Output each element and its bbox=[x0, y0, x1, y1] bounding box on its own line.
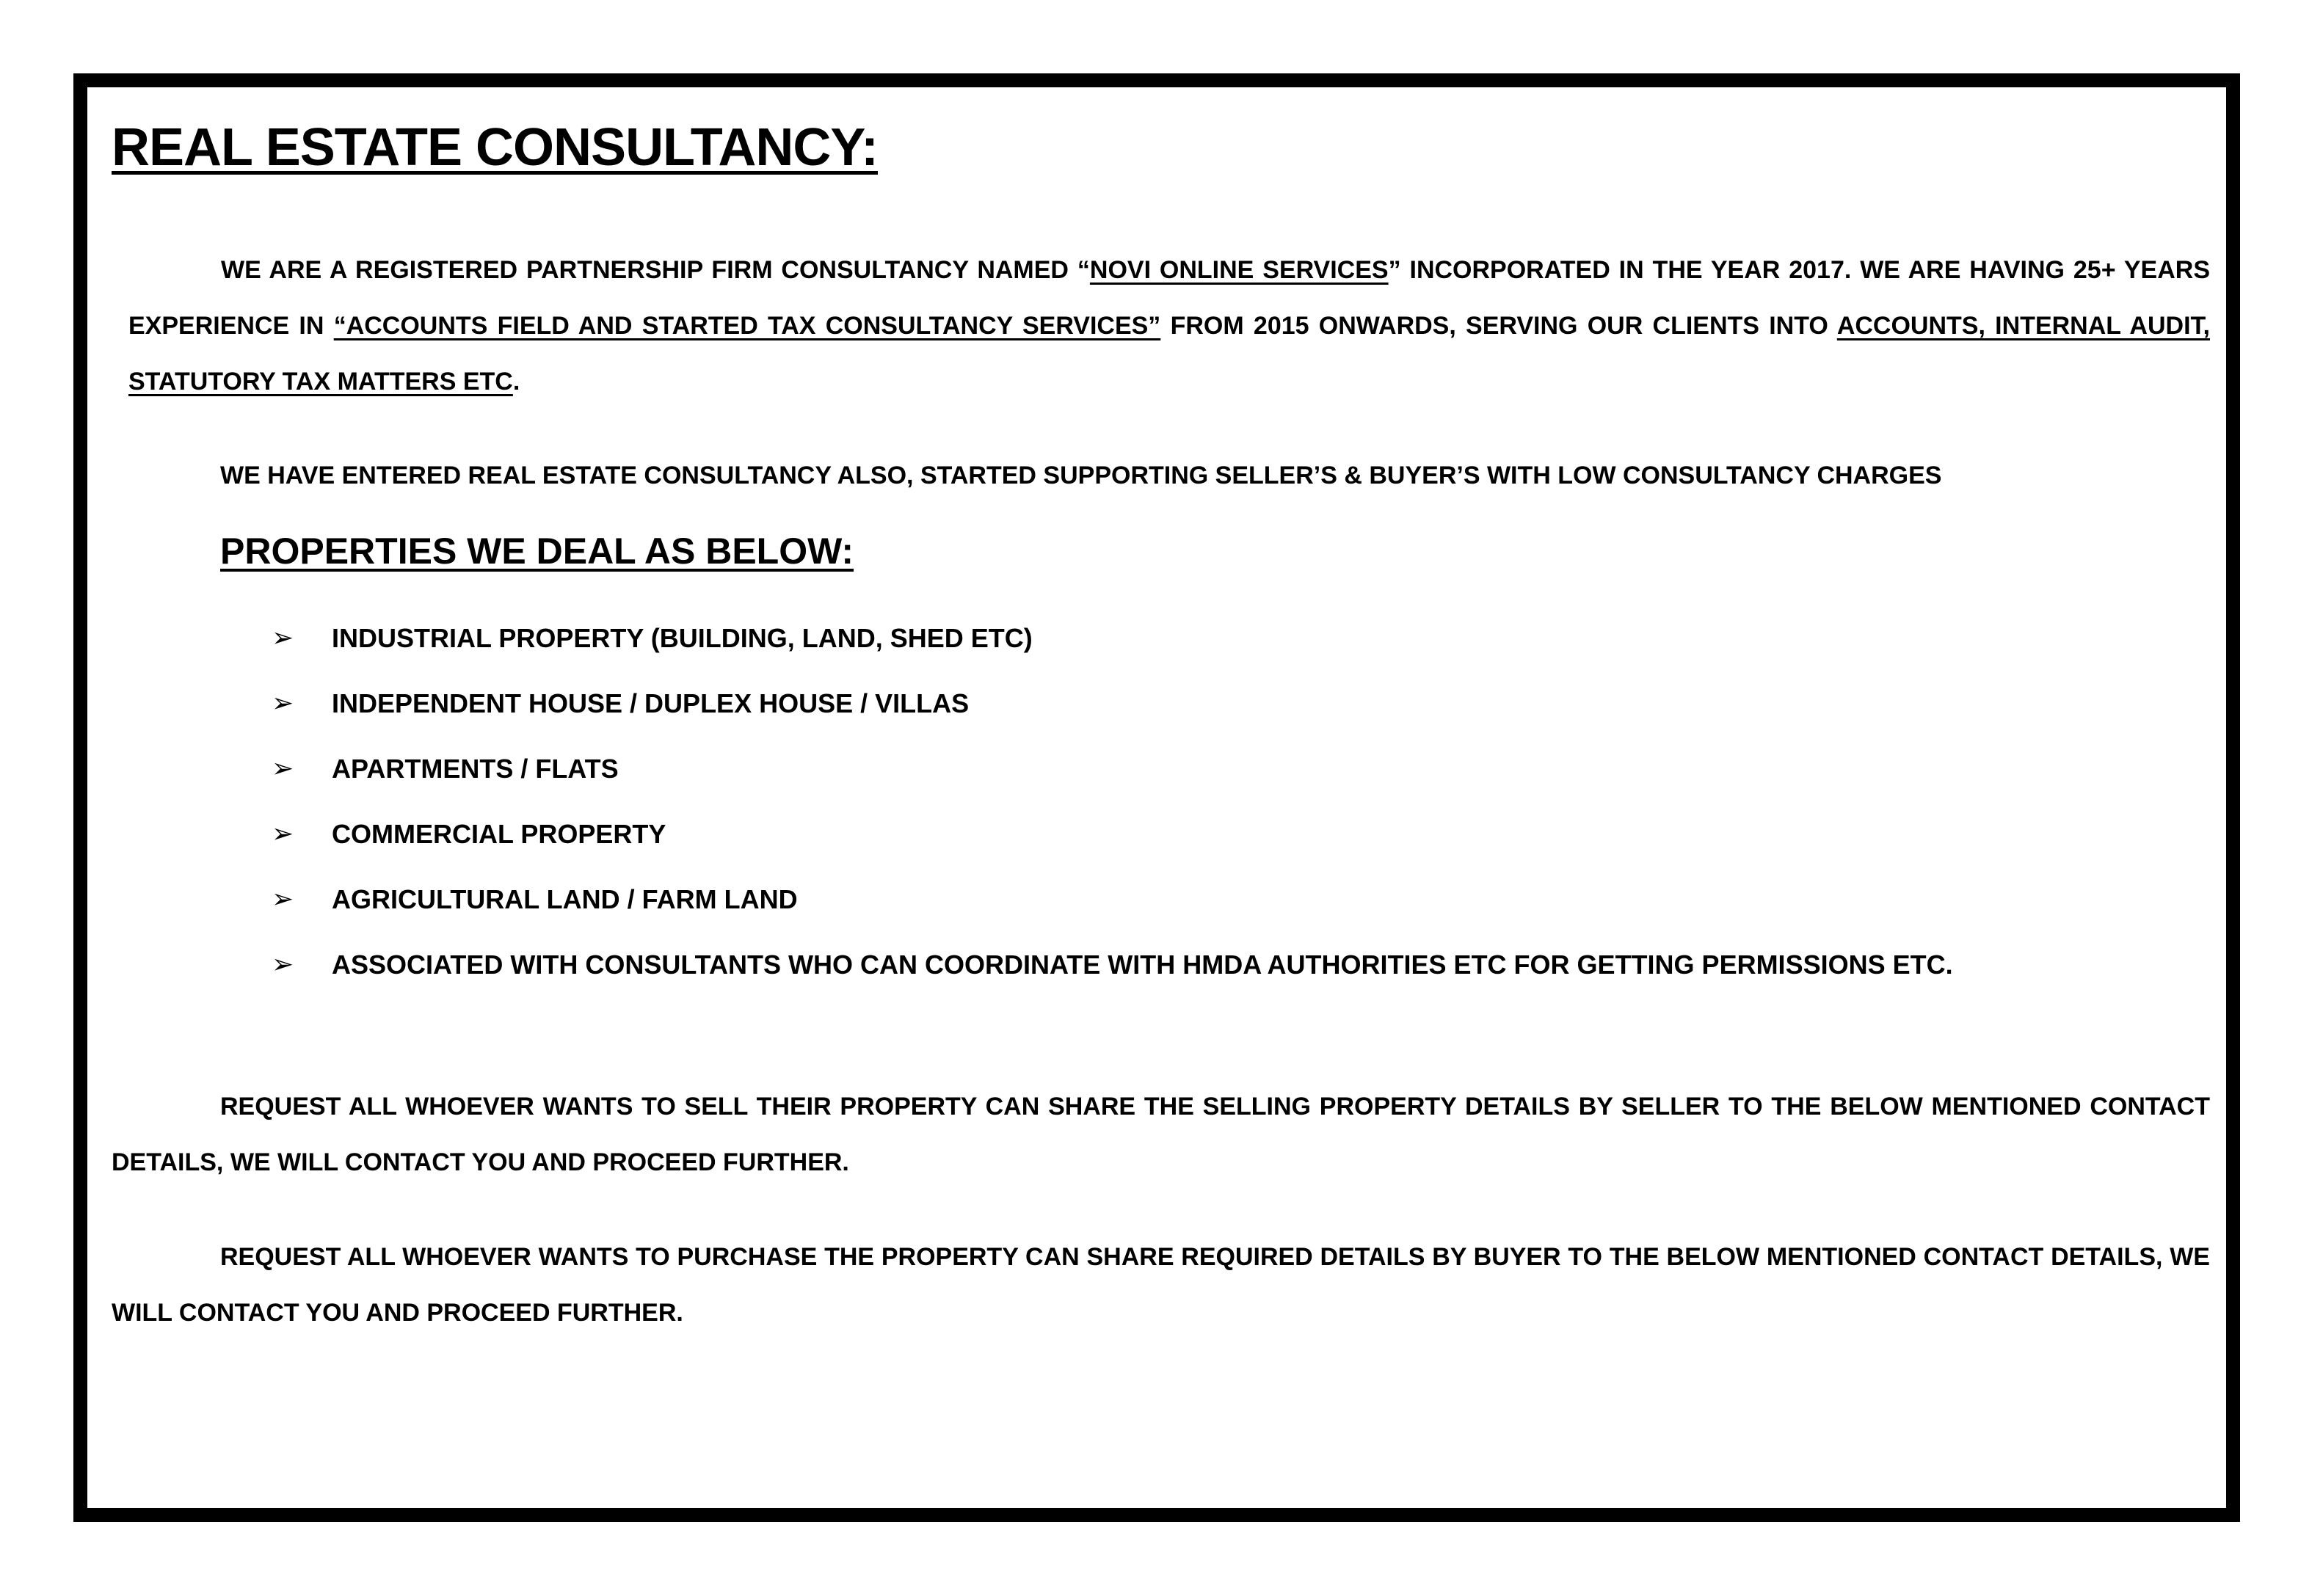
real-estate-entry-paragraph: WE HAVE ENTERED REAL ESTATE CONSULTANCY ALSO, STARTED SUPPORTING SELLER’S & BUYER’S WITH LOW CONSULTANCY CHARGES bbox=[220, 462, 1942, 489]
list-item-text: APARTMENTS / FLATS bbox=[332, 754, 619, 784]
seller-request-paragraph: REQUEST ALL WHOEVER WANTS TO SELL THEIR PROPERTY CAN SHARE THE SELLING PROPERTY DETAILS BY SELLER TO THE BELOW MENTIONED CONTACT DETAILS, WE WILL CONTACT YOU AND PROCEED FURTHER. bbox=[112, 1093, 2210, 1176]
firm-name: NOVI ONLINE SERVICES bbox=[1089, 256, 1389, 284]
list-item bbox=[272, 949, 1953, 1014]
arrowhead-bullet-icon: ➢ bbox=[272, 819, 294, 849]
arrowhead-bullet-icon: ➢ bbox=[272, 884, 294, 914]
list-item bbox=[272, 622, 1953, 688]
list-item bbox=[272, 818, 1953, 883]
arrowhead-bullet-icon: ➢ bbox=[272, 950, 294, 980]
list-item-text: COMMERCIAL PROPERTY bbox=[332, 819, 666, 849]
list-item-text: ASSOCIATED WITH CONSULTANTS WHO CAN COORDINATE WITH HMDA AUTHORITIES ETC FOR GETTING PERMISSIONS ETC. bbox=[332, 950, 1953, 980]
list-item bbox=[272, 883, 1953, 949]
arrowhead-bullet-icon: ➢ bbox=[272, 688, 294, 718]
intro-text-4: . bbox=[512, 368, 520, 396]
list-item-text: AGRICULTURAL LAND / FARM LAND bbox=[332, 884, 798, 914]
services-list: ACCOUNTS, INTERNAL AUDIT, STATUTORY TAX MATTERS ETC bbox=[128, 312, 2210, 396]
properties-list bbox=[272, 622, 1953, 1014]
experience-field: “ACCOUNTS FIELD AND STARTED TAX CONSULTANCY SERVICES” bbox=[333, 312, 1161, 340]
list-item-text: INDEPENDENT HOUSE / DUPLEX HOUSE / VILLAS bbox=[332, 688, 970, 718]
list-item-text: INDUSTRIAL PROPERTY (BUILDING, LAND, SHED ETC) bbox=[332, 623, 1033, 653]
intro-text-3: FROM 2015 ONWARDS, SERVING OUR CLIENTS INTO bbox=[1160, 312, 1837, 340]
properties-heading: PROPERTIES WE DEAL AS BELOW: bbox=[220, 531, 854, 572]
intro-text-2: ” INCORPORATED IN THE YEAR 2017. WE ARE HAVING 25+ YEARS EXPERIENCE IN bbox=[128, 256, 2211, 340]
arrowhead-bullet-icon: ➢ bbox=[272, 623, 294, 653]
intro-paragraph bbox=[128, 242, 2210, 409]
buyer-request-paragraph: REQUEST ALL WHOEVER WANTS TO PURCHASE THE PROPERTY CAN SHARE REQUIRED DETAILS BY BUYER TO THE BELOW MENTIONED CONTACT DETAILS, WE WILL CONTACT YOU AND PROCEED FURTHER. bbox=[112, 1243, 2210, 1327]
list-item bbox=[272, 688, 1953, 753]
page-title: REAL ESTATE CONSULTANCY: bbox=[112, 118, 878, 177]
arrowhead-bullet-icon: ➢ bbox=[272, 754, 294, 784]
list-item bbox=[272, 753, 1953, 818]
intro-text-1: WE ARE A REGISTERED PARTNERSHIP FIRM CONSULTANCY NAMED “ bbox=[221, 256, 1090, 284]
